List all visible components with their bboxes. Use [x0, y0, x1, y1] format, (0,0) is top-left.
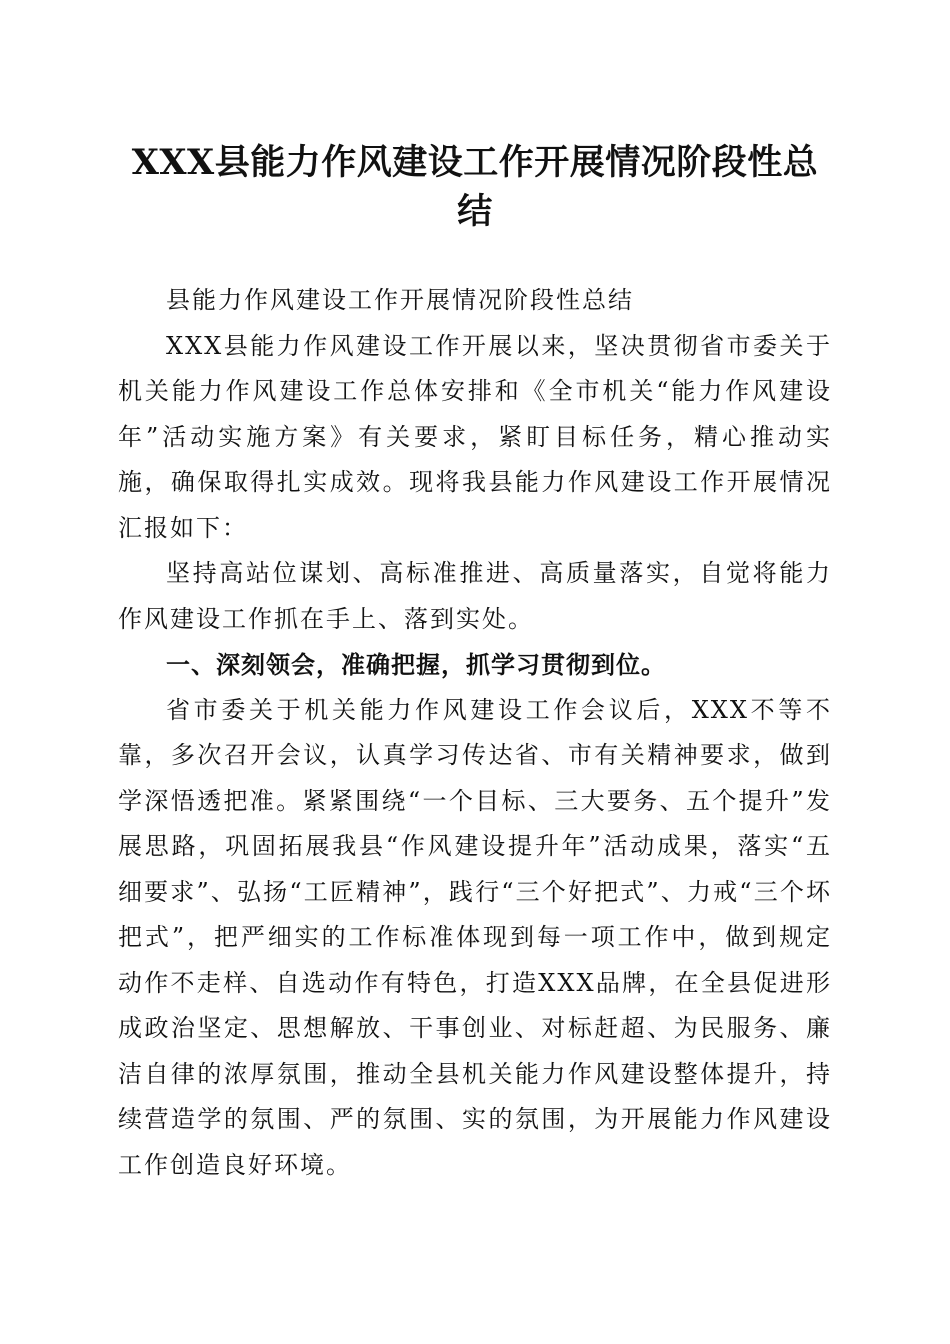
document-body: [118, 278, 832, 1188]
section-heading: 一、深刻领会，准确把握，抓学习贯彻到位。: [166, 650, 666, 679]
document-title: XXX县能力作风建设工作开展情况阶段性总结: [131, 142, 819, 232]
summary-paragraph: 坚持高站位谋划、高标准推进、高质量落实，自觉将能力作风建设工作抓在手上、落到实处。: [118, 559, 832, 633]
intro-paragraph: XXX县能力作风建设工作开展以来，坚决贯彻省市委关于机关能力作风建设工作总体安排和《全市机关“能力作风建设年”活动实施方案》有关要求，紧盯目标任务，精心推动实施，确保取得扎实成效。现将我县能力作风建设工作开展情况汇报如下：: [118, 331, 832, 542]
subtitle-paragraph: 县能力作风建设工作开展情况阶段性总结: [166, 286, 634, 314]
section-paragraph: 省市委关于机关能力作风建设工作会议后，XXX不等不靠，多次召开会议，认真学习传达省、市有关精神要求，做到学深悟透把准。紧紧围绕“一个目标、三大要务、五个提升”发展思路，巩固拓展我县“作风建设提升年”活动成果，落实“五细要求”、弘扬“工匠精神”，践行“三个好把式”、力戒“三个坏把式”，把严细实的工作标准体现到每一项工作中，做到规定动作不走样、自选动作有特色，打造XXX品牌，在全县促进形成政治坚定、思想解放、干事创业、对标赶超、为民服务、廉洁自律的浓厚氛围，推动全县机关能力作风建设整体提升，持续营造学的氛围、严的氛围、实的氛围，为开展能力作风建设工作创造良好环境。: [118, 695, 832, 1179]
